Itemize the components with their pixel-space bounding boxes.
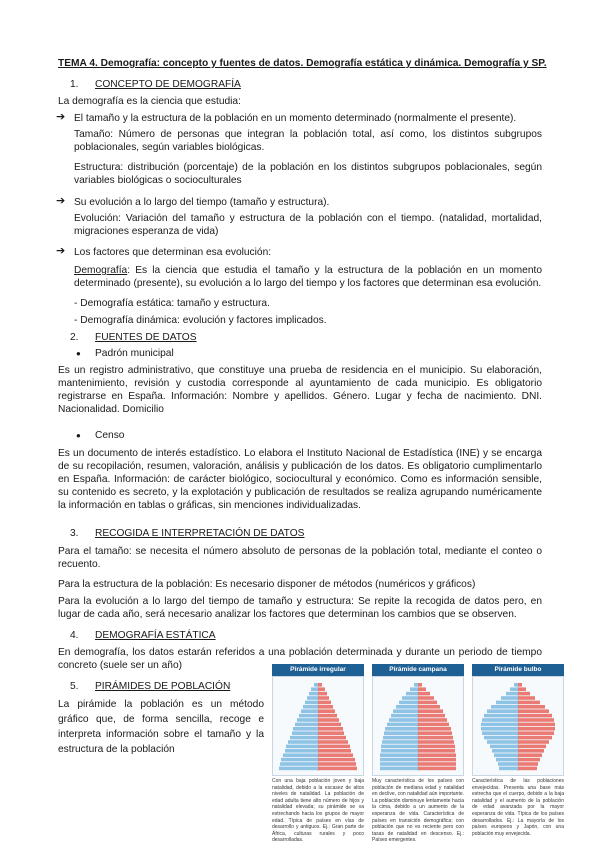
pyramid-bar-female xyxy=(318,740,348,744)
pyramid-bar-female xyxy=(518,758,540,762)
pyramid-bar-female xyxy=(518,762,538,766)
pyramid-bar-male xyxy=(393,709,418,713)
pyramid-bar-male xyxy=(281,758,318,762)
pyramid-bar-female xyxy=(518,692,530,696)
pyramid-bar-male xyxy=(387,723,418,727)
pyramid-bar-female xyxy=(518,687,526,691)
pyramid-bar-male xyxy=(292,731,318,735)
recogida-size-paragraph: Para el tamaño: se necesita el número absoluto de personas de la población total, mediante el conteo o recuento. xyxy=(58,546,542,570)
pyramid-bar-female xyxy=(318,683,322,687)
figure-caption: Muy característica de los países con población de mediana edad y natalidad en declive, con natalidad aún importante. La población disminuye lentamente hacia la cima, debido a un aumento de la esperanza de vida. Característica de países en transición demográfica; con población que no es reciente pero con tasas de natalidad en descenso. Ej.: Países emergentes. xyxy=(372,778,464,844)
pyramid-bar-female xyxy=(418,683,422,687)
section-4-heading: DEMOGRAFÍA ESTÁTICA xyxy=(95,630,216,641)
pyramid-bar-female xyxy=(318,701,331,705)
pyramid-chart-frame xyxy=(472,676,564,776)
pyramid-bar-female xyxy=(418,723,449,727)
pyramid-bar-male xyxy=(494,753,518,757)
estructura-paragraph: Estructura: distribución (porcentaje) de la población en los distintos subgrupos poblacionales, según variables biológicas o socioculturales xyxy=(74,162,542,186)
pyramid-bar-male xyxy=(487,709,518,713)
pyramid-bar-female xyxy=(318,745,350,749)
pyramid-bar-female xyxy=(518,727,555,731)
pyramid-bar-male xyxy=(482,731,518,735)
pyramid-bar-male xyxy=(295,723,318,727)
pyramid-bar-male xyxy=(487,740,518,744)
pyramid-bar-female xyxy=(418,767,456,771)
pyramid-bar-female xyxy=(518,701,540,705)
pyramid-bar-female xyxy=(518,745,546,749)
pyramid-bar-male xyxy=(481,723,518,727)
pyramid-campana-graphic xyxy=(373,677,463,775)
evolucion-paragraph: Evolución: Variación del tamaño y estructura de la población con el tiempo. (natalidad, mortalidad, migraciones esperanza de vida) xyxy=(74,213,542,237)
pyramid-bar-male xyxy=(286,745,318,749)
pyramid-bulbo-graphic xyxy=(473,677,563,775)
pyramid-bar-female xyxy=(518,683,522,687)
figure-caption: Característica de las poblaciones envejecidas. Presenta una base más estrecha que el cuerpo, debido a la baja natalidad y el aumento de la población de edad avanzada por la mayor esperanza de vida. Típica de los países desarrollados. Ej.: La mayoría de los países europeos y Japón, con una población muy envejecida. xyxy=(472,778,564,837)
section-2-number: 2. xyxy=(70,332,79,343)
pyramid-bar-female xyxy=(418,705,440,709)
pyramid-bar-male xyxy=(283,753,318,757)
intro-text: La demografía es la ciencia que estudia: xyxy=(58,96,241,107)
pyramid-bar-male xyxy=(410,687,418,691)
pyramid-bar-female xyxy=(418,692,430,696)
recogida-evolution-paragraph: Para la evolución a lo largo del tiempo de tamaño y estructura: Se repite la recogida de datos pero, en lugar de cada año, será necesario analizar los factores que determinan los cambios que se observen. xyxy=(58,596,542,620)
bullet-icon: ● xyxy=(76,349,81,358)
pyramid-bar-male xyxy=(482,718,518,722)
section-5-heading: PIRÁMIDES DE POBLACIÓN xyxy=(95,681,231,692)
pyramid-bar-male xyxy=(383,736,418,740)
pyramid-bar-female xyxy=(518,731,554,735)
pyramid-bar-male xyxy=(279,767,318,771)
pyramid-bar-male xyxy=(491,705,518,709)
pyramid-bar-female xyxy=(318,714,337,718)
pyramid-bar-female xyxy=(518,723,555,727)
pyramid-bar-male xyxy=(280,762,318,766)
pyramid-chart-frame xyxy=(372,676,464,776)
pyramid-bar-female xyxy=(518,753,542,757)
pyramid-bar-male xyxy=(501,696,518,700)
arrow-icon: ➔ xyxy=(56,245,66,257)
pyramid-bar-male xyxy=(288,740,318,744)
pyramid-bar-male xyxy=(311,687,318,691)
pyramid-bar-female xyxy=(418,701,437,705)
censo-paragraph: Es un documento de interés estadístico. Lo elabora el Instituto Nacional de Estadística (INE) y se encarga de su recopilación, resumen, valoración, análisis y publicación de los datos. Es obligatorio cumplimentarlo en España. Información: de carácter biológico, sociocultural y económico. Como es información sensible, su contenido es secreto, y la explotación y publicación de resultados se realiza agrupando numéricamente la información en tablas o gráficas, sin menciones individualizadas. xyxy=(58,448,542,511)
pyramid-bar-female xyxy=(518,767,537,771)
pyramid-bar-female xyxy=(518,696,535,700)
pyramid-bar-female xyxy=(318,709,335,713)
pyramid-bar-female xyxy=(418,753,456,757)
bullet-icon: ● xyxy=(76,431,81,440)
pyramid-bar-female xyxy=(318,687,325,691)
padron-label: Padrón municipal xyxy=(95,348,174,359)
pyramid-bar-female xyxy=(318,767,357,771)
pyramid-bar-female xyxy=(318,753,353,757)
arrow-item-evolution: Su evolución a lo largo del tiempo (tamaño y estructura). xyxy=(74,197,330,208)
pyramid-bar-female xyxy=(418,749,455,753)
section-4-number: 4. xyxy=(70,630,79,641)
tamano-paragraph: Tamaño: Número de personas que integran la población total, así como, los distintos subgrupos poblacionales, según variables biológicas. xyxy=(74,129,542,153)
pyramid-bar-female xyxy=(518,736,552,740)
pyramid-bar-female xyxy=(318,723,341,727)
pyramid-bar-male xyxy=(384,731,418,735)
estatica-text: En demografía, los datos estarán referidos a una población determinada y durante un periodo de tiempo concreto (suele ser un año) xyxy=(58,647,542,671)
pyramid-bar-male xyxy=(290,736,318,740)
static-demography-item: - Demografía estática: tamaño y estructura. xyxy=(74,298,270,309)
pyramid-bar-male xyxy=(299,714,318,718)
pyramid-bar-male xyxy=(406,692,418,696)
pyramid-bar-male xyxy=(380,767,418,771)
pyramid-bar-male xyxy=(293,727,318,731)
pyramid-bar-female xyxy=(418,709,443,713)
pyramid-bar-male xyxy=(303,705,318,709)
pyramid-bar-male xyxy=(506,692,518,696)
pyramid-bar-male xyxy=(307,696,318,700)
pyramid-figure-bulbo xyxy=(472,664,564,848)
definition-paragraph xyxy=(74,264,542,290)
arrow-icon: ➔ xyxy=(56,111,66,123)
pyramid-bar-male xyxy=(381,745,418,749)
pyramid-bar-male xyxy=(514,683,518,687)
definition-term: Demografía xyxy=(74,265,128,276)
pyramid-bar-male xyxy=(297,718,318,722)
arrow-item-factors: Los factores que determinan esa evolución: xyxy=(74,247,272,258)
pyramid-bar-male xyxy=(380,762,418,766)
pyramid-bar-female xyxy=(418,727,451,731)
pyramid-figure-irregular xyxy=(272,664,364,848)
pyramid-bar-male xyxy=(389,718,418,722)
pyramid-bar-female xyxy=(318,692,327,696)
pyramid-bar-male xyxy=(402,696,418,700)
pyramid-bar-male xyxy=(490,745,518,749)
section-1-heading: CONCEPTO DE DEMOGRAFÍA xyxy=(95,79,241,90)
pyramid-bar-male xyxy=(484,736,518,740)
pyramid-bar-female xyxy=(418,758,456,762)
pyramid-bar-male xyxy=(481,727,518,731)
pyramid-bar-male xyxy=(399,701,418,705)
pyramid-bar-female xyxy=(318,718,339,722)
recogida-structure-paragraph: Para la estructura de la población: Es necesario disponer de métodos (numéricos y gráficos) xyxy=(58,579,476,590)
pyramid-bar-male xyxy=(385,727,418,731)
piramide-paragraph: La pirámide la población es un método gráfico que, de forma sencilla, recoge e interpreta información sobre el tamaño y la estructura de la población xyxy=(58,699,264,755)
pyramid-bar-female xyxy=(318,758,355,762)
pyramid-bar-male xyxy=(414,683,418,687)
pyramid-bar-female xyxy=(418,731,452,735)
pyramid-bar-female xyxy=(418,762,456,766)
pyramid-bar-female xyxy=(418,745,455,749)
pyramid-bar-female xyxy=(518,740,549,744)
pyramid-bar-male xyxy=(382,740,418,744)
pyramid-bar-female xyxy=(418,696,434,700)
pyramid-bar-male xyxy=(391,714,418,718)
pyramid-bar-female xyxy=(318,736,346,740)
pyramid-bar-male xyxy=(496,701,518,705)
pyramid-bar-female xyxy=(318,705,333,709)
pyramid-bar-female xyxy=(318,749,351,753)
definition-body: : Es la ciencia que estudia el tamaño y la estructura de la población en un momento determinado (presente), su evolución a lo largo del tiempo y los factores que determinan esa evolución. xyxy=(74,265,542,289)
pyramid-bar-female xyxy=(518,718,554,722)
arrow-item-size-structure: El tamaño y la estructura de la población en un momento determinado (normalmente el presente). xyxy=(74,113,517,124)
pyramid-bar-female xyxy=(318,696,329,700)
pyramid-bar-female xyxy=(418,740,454,744)
figure-title: Pirámide irregular xyxy=(272,664,364,676)
section-2-heading: FUENTES DE DATOS xyxy=(95,332,197,343)
pyramid-bar-female xyxy=(318,727,343,731)
figure-caption: Con una baja población joven y baja natalidad, debido a la escasez de altos niveles de natalidad. La población de edad adulta tiene alto número de hijos y natalidad elevada; su pirámide se va estrechando hacia los grupos de mayor edad. Típica de países en vías de desarrollo y antiguos. Ej.: Gran parte de África, culturas rurales y poco desarrolladas. xyxy=(272,778,364,844)
pyramid-bar-male xyxy=(314,683,318,687)
pyramid-bar-female xyxy=(518,709,549,713)
pyramid-bar-male xyxy=(498,762,518,766)
pyramid-bar-female xyxy=(418,718,447,722)
pyramid-bar-male xyxy=(381,749,418,753)
pyramid-bar-female xyxy=(318,731,344,735)
document-title: TEMA 4. Demografía: concepto y fuentes de datos. Demografía estática y dinámica. Demografía y SP. xyxy=(58,58,547,69)
pyramid-bar-male xyxy=(484,714,518,718)
figure-title: Pirámide bulbo xyxy=(472,664,564,676)
pyramid-bar-female xyxy=(318,762,356,766)
pyramid-bar-male xyxy=(301,709,318,713)
pyramid-bar-male xyxy=(499,767,518,771)
pyramid-bar-male xyxy=(510,687,518,691)
pyramid-bar-male xyxy=(380,753,418,757)
pyramid-bar-female xyxy=(418,736,453,740)
pyramid-bar-male xyxy=(285,749,318,753)
pyramid-bar-male xyxy=(496,758,518,762)
padron-paragraph: Es un registro administrativo, que constituye una prueba de residencia en el municipio. Su elaboración, mantenimiento, revisión y custodia corresponde al ayuntamiento de cada municipio. Es obligatorio registrarse en España. Información: Nombre y apellidos. Género. Lugar y fecha de nacimiento. DNI. Nacionalidad. Domicilio xyxy=(58,365,542,415)
pyramid-bar-female xyxy=(518,714,552,718)
section-1-number: 1. xyxy=(70,79,79,90)
section-3-number: 3. xyxy=(70,528,79,539)
pyramid-bar-male xyxy=(305,701,318,705)
arrow-icon: ➔ xyxy=(56,195,66,207)
pyramid-figure-campana xyxy=(372,664,464,848)
pyramid-irregular-graphic xyxy=(273,677,363,775)
section-3-heading: RECOGIDA E INTERPRETACIÓN DE DATOS xyxy=(95,528,305,539)
pyramid-bar-female xyxy=(518,749,544,753)
pyramid-bar-female xyxy=(418,714,445,718)
pyramid-bar-male xyxy=(396,705,418,709)
pyramid-bar-male xyxy=(492,749,518,753)
dynamic-demography-item: - Demografía dinámica: evolución y factores implicados. xyxy=(74,315,327,326)
figure-title: Pirámide campana xyxy=(372,664,464,676)
pyramid-bar-male xyxy=(309,692,318,696)
pyramid-bar-female xyxy=(418,687,426,691)
pyramid-chart-frame xyxy=(272,676,364,776)
pyramid-bar-female xyxy=(518,705,545,709)
section-5-number: 5. xyxy=(70,681,79,692)
censo-label: Censo xyxy=(95,430,125,441)
pyramid-bar-male xyxy=(380,758,418,762)
